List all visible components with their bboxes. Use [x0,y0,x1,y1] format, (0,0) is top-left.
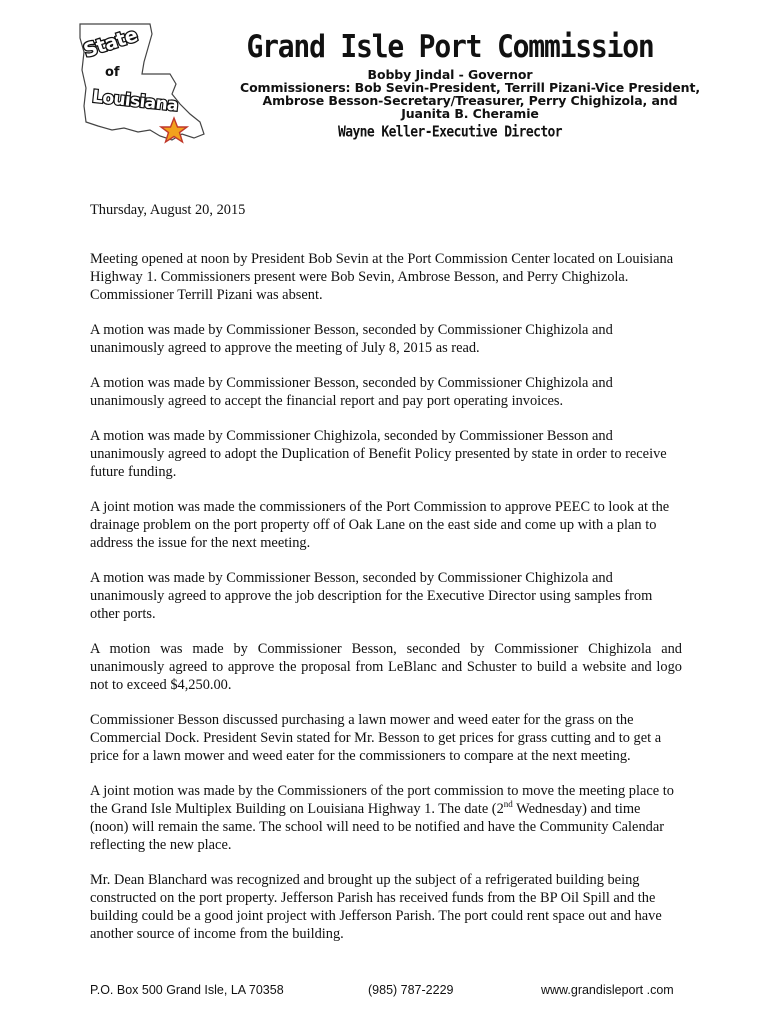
governor-line: Bobby Jindal - Governor [367,67,533,82]
commissioners-line-3: Juanita B. Cheramie [401,106,539,121]
paragraph-drainage: A joint motion was made the commissioners of the Port Commission to approve PEEC to look at the drainage problem on the port property off of Oak Lane on the east side and come up with a plan to address the issue for the next meeting. [90,499,670,551]
paragraph-motion-financial: A motion was made by Commissioner Besson, seconded by Commissioner Chighizola and unanimously agreed to accept the financial report and pay port operating invoices. [90,375,613,409]
state-of-louisiana-logo [72,18,212,148]
document-title: Grand Isle Port Commission [246,28,654,65]
paragraph-motion-minutes: A motion was made by Commissioner Besson, seconded by Commissioner Chighizola and unanimously agreed to approve the meeting of July 8, 2015 as read. [90,322,613,356]
footer-phone: (985) 787-2229 [368,983,454,997]
footer-address: P.O. Box 500 Grand Isle, LA 70358 [90,983,284,997]
logo-state-text: State [80,24,141,63]
ordinal-suffix: nd [503,799,513,810]
paragraph-meeting-place [90,782,682,854]
minutes-body [90,201,682,960]
executive-director-line: Wayne Keller-Executive Director [337,124,563,142]
paragraph-refrigerated-building: Mr. Dean Blanchard was recognized and brought up the subject of a refrigerated building being constructed on the port property. Jefferson Parish has received funds from the BP Oil Spill and the building could be a good joint project with Jefferson Parish. The port could rent space out and have another source of income from the building. [90,872,662,942]
paragraph-opening: Meeting opened at noon by President Bob Sevin at the Port Commission Center located on Louisiana Highway 1. Commissioners present were Bob Sevin, Ambrose Besson, and Perry Chighizola. Commissioner Terrill Pizani was absent. [90,251,674,303]
logo-louisiana-text: Louisiana [91,86,179,116]
logo-of-text: of [105,65,120,80]
commissioners-line-1: Commissioners: Bob Sevin-President, Terrill Pizani-Vice President, [240,80,700,95]
commissioners-line-2: Ambrose Besson-Secretary/Treasurer, Perry Chighizola, and [262,93,678,108]
footer-website[interactable]: www.grandisleport .com [541,983,674,997]
paragraph-lawn-mower: Commissioner Besson discussed purchasing a lawn mower and weed eater for the grass on the Commercial Dock. President Sevin stated for Mr. Besson to get prices for grass cutting and to get a price for a lawn mower and weed eater for the commissioners to compare at the next meeting. [90,712,662,764]
meeting-place-text-a: A joint motion was made by the Commissioners of the port commission to move the meeting place to the Grand Isle Multiplex Building on Louisiana Highway 1. The date (2 [90,783,674,817]
meeting-place-text-b: Wednesday) and time (noon) will remain the same. The school will need to be notified and have the Community Calendar reflecting the new place. [90,801,665,853]
meeting-date: Thursday, August 20, 2015 [90,202,246,218]
paragraph-motion-benefit-policy: A motion was made by Commissioner Chighizola, seconded by Commissioner Besson and unanimously agreed to adopt the Duplication of Benefit Policy presented by state in order to receive future funding. [90,428,667,480]
paragraph-job-description: A motion was made by Commissioner Besson, seconded by Commissioner Chighizola and unanimously agreed to approve the job description for the Executive Director using samples from other ports. [90,570,653,622]
paragraph-website: A motion was made by Commissioner Besson, seconded by Commissioner Chighizola and unanimously agreed to approve the proposal from LeBlanc and Schuster to build a website and logo not to exceed $4,250.00. [90,641,682,693]
